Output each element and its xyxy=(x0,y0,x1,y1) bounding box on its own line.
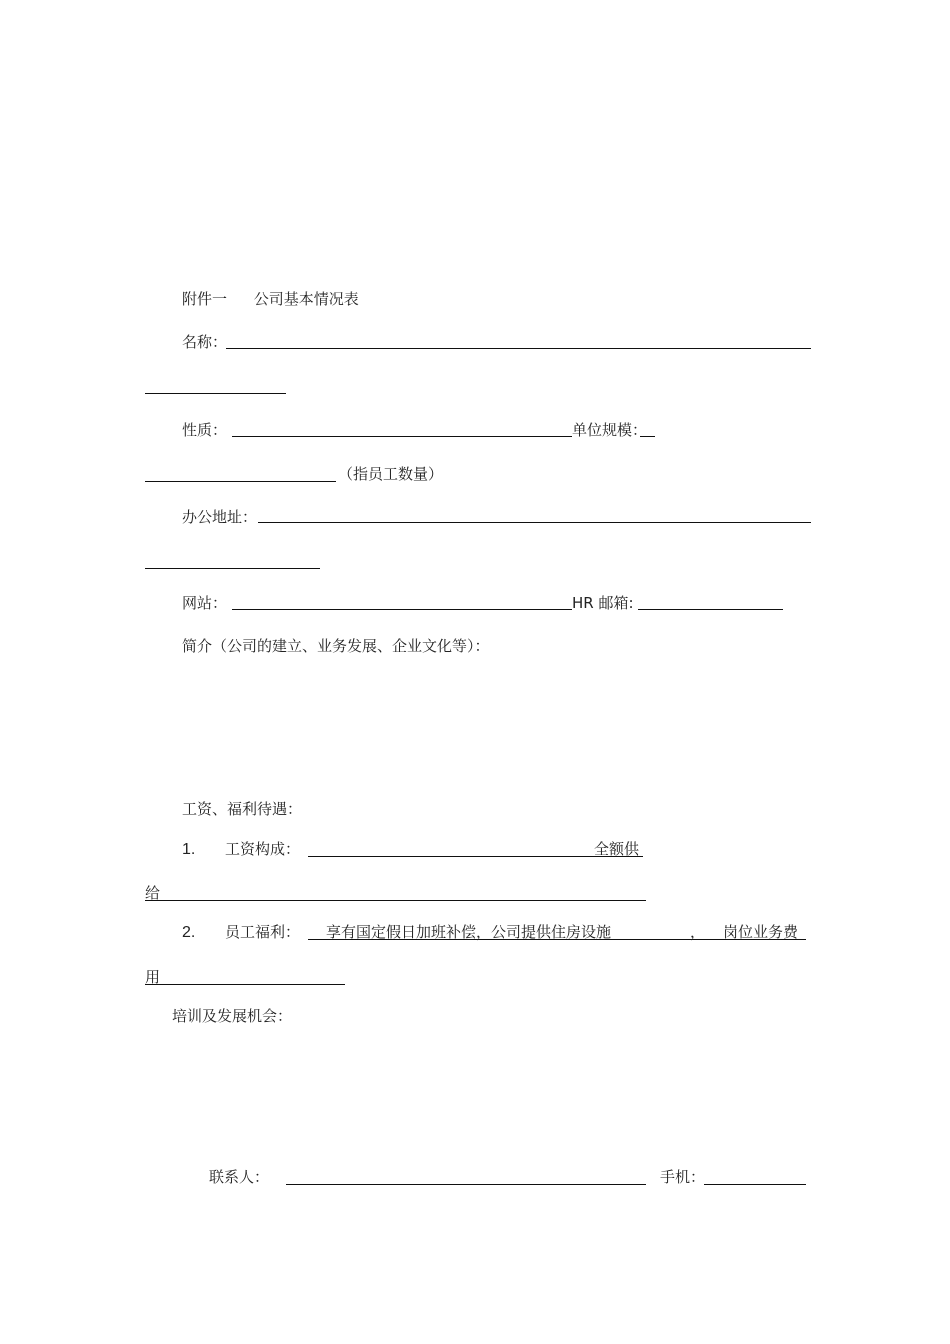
salary-label: 工资、福利待遇： xyxy=(182,800,303,818)
item2-value-c-row xyxy=(145,965,160,989)
email-label: HR 邮箱: xyxy=(572,594,634,612)
item2-value-b-row xyxy=(723,920,798,944)
name-label: 名称： xyxy=(182,333,228,351)
training-label: 培训及发展机会： xyxy=(172,1007,293,1025)
item1-value-b-row xyxy=(145,881,160,905)
item2-value-b: 岗位业务费 xyxy=(723,923,799,941)
salary-row xyxy=(182,797,302,821)
contact-field[interactable] xyxy=(286,1184,646,1185)
item2-value-a: 享有国定假日加班补偿，公司提供住房设施 xyxy=(326,923,612,941)
form-title-row xyxy=(182,287,359,311)
item1-num-row xyxy=(182,837,195,861)
item1-value-a: 全额供 xyxy=(594,840,640,858)
item1-number: 1. xyxy=(182,841,196,858)
item2-field-continued[interactable] xyxy=(145,984,345,985)
item1-value-b: 给 xyxy=(145,884,161,902)
scale-label: 单位规模： xyxy=(572,421,648,439)
item2-number: 2. xyxy=(182,924,196,941)
item2-label: 员工福利： xyxy=(225,923,301,941)
scale-label-row xyxy=(572,418,647,442)
email-field[interactable] xyxy=(638,609,783,610)
name-row xyxy=(182,330,227,354)
website-field[interactable] xyxy=(232,609,572,610)
scale-note: （指员工数量） xyxy=(338,465,444,483)
item2-comma-row xyxy=(690,920,705,944)
training-row xyxy=(172,1004,292,1028)
contact-label: 联系人： xyxy=(209,1168,270,1186)
website-label: 网站： xyxy=(182,594,228,612)
nature-field[interactable] xyxy=(232,436,572,437)
nature-label-row xyxy=(182,418,227,442)
email-label-row xyxy=(572,591,634,615)
scale-field[interactable] xyxy=(640,436,655,437)
address-label: 办公地址： xyxy=(182,508,258,526)
nature-label: 性质： xyxy=(182,421,228,439)
phone-row xyxy=(660,1165,705,1189)
phone-label: 手机： xyxy=(660,1168,706,1186)
item1-label-row xyxy=(225,837,300,861)
scale-field-continued[interactable] xyxy=(145,481,336,482)
name-field-continued[interactable] xyxy=(145,393,286,394)
item2-num-row xyxy=(182,920,195,944)
address-row xyxy=(182,505,257,529)
name-field[interactable] xyxy=(226,348,811,349)
item2-label-row xyxy=(225,920,300,944)
address-field[interactable] xyxy=(258,522,811,523)
item1-label: 工资构成： xyxy=(225,840,301,858)
website-row xyxy=(182,591,227,615)
address-field-continued[interactable] xyxy=(145,568,320,569)
item2-comma: ， xyxy=(690,923,706,941)
form-title: 公司基本情况表 xyxy=(253,290,359,308)
intro-row xyxy=(182,634,490,658)
form-title-prefix: 附件一 xyxy=(182,290,228,308)
item1-field-continued[interactable] xyxy=(145,900,646,901)
item1-value-row xyxy=(594,837,639,861)
item1-field[interactable] xyxy=(308,856,643,857)
scale-note-row xyxy=(338,462,443,486)
intro-label: 简介（公司的建立、业务发展、企业文化等）： xyxy=(182,637,490,655)
contact-row xyxy=(209,1165,269,1189)
item2-value-a-row xyxy=(326,920,611,944)
item2-value-c: 用 xyxy=(145,968,161,986)
phone-field[interactable] xyxy=(704,1184,806,1185)
